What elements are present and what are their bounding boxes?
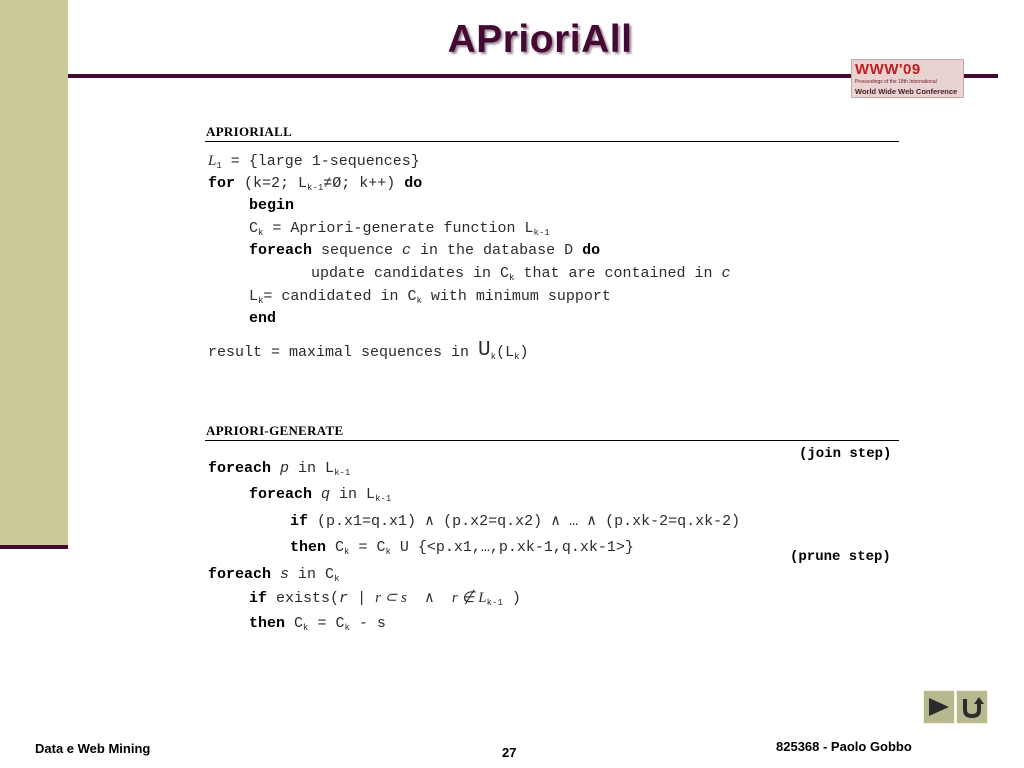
code-line-result: result = maximal sequences in $U_k(L_k)$: [208, 339, 529, 362]
aprioriall-rule: [205, 141, 899, 142]
code-line-foreach: foreach sequence c in the database D do: [249, 242, 601, 259]
gen-line-then: then $C_k = C_k$ U {<p.x1,…,p.xk-1,q.xk-1>}: [290, 539, 634, 557]
footer-page-number: 27: [502, 745, 517, 760]
logo-line2: World Wide Web Conference: [855, 87, 958, 96]
return-button[interactable]: [956, 690, 988, 724]
code-line-l1: $L_1$ = {large 1-sequences}: [208, 153, 420, 171]
play-forward-icon: [927, 696, 951, 718]
gen-line-then-remove: then $C_k = C_k - s$: [249, 615, 386, 633]
return-icon: [960, 695, 984, 719]
conference-logo: [851, 59, 964, 98]
footer-course: Data e Web Mining: [35, 741, 151, 756]
code-line-begin: begin: [249, 197, 295, 214]
code-line-end: end: [249, 310, 277, 327]
gen-line-if: if (p.x1=q.x1) ∧ (p.x2=q.x2) ∧ … ∧ (p.xk-2=q.xk-2): [290, 513, 741, 530]
code-line-update: update candidates in $C_k$ that are contained in c: [311, 265, 731, 283]
code-line-lk: $L_k=$ candidated in $C_k$ with minimum support: [249, 288, 611, 306]
sidebar-decoration: [0, 0, 68, 545]
code-line-for: for (k=2; $L_{k-1}\ne Ø$; k++) do: [208, 175, 423, 193]
sidebar-divider: [0, 545, 68, 549]
apriori-generate-rule: [205, 440, 899, 441]
join-step-note: (join step): [799, 446, 892, 462]
next-slide-button[interactable]: [923, 690, 955, 724]
gen-line-foreach-q: foreach q in $L_{k-1}$: [249, 486, 392, 504]
gen-line-if-exists: if exists(r | r ⊂ s ∧ r ∉ $L_{k-1}$ ): [249, 590, 521, 608]
logo-main: WWW'09: [855, 61, 921, 78]
logo-line1: Proceedings of the 18th International: [855, 79, 937, 85]
footer-author: 825368 - Paolo Gobbo: [776, 739, 912, 754]
apriori-generate-heading: APRIORI-GENERATE: [206, 423, 344, 438]
prune-step-note: (prune step): [790, 549, 891, 565]
gen-line-foreach-s: foreach s in $C_k$: [208, 566, 340, 584]
aprioriall-heading: APRIORIALL: [206, 124, 293, 139]
gen-line-foreach-p: foreach p in $L_{k-1}$: [208, 460, 351, 478]
code-line-ck: $C_k$ = Apriori-generate function $L_{k-1}$: [249, 220, 550, 238]
slide-title: APrioriAll: [447, 18, 633, 61]
